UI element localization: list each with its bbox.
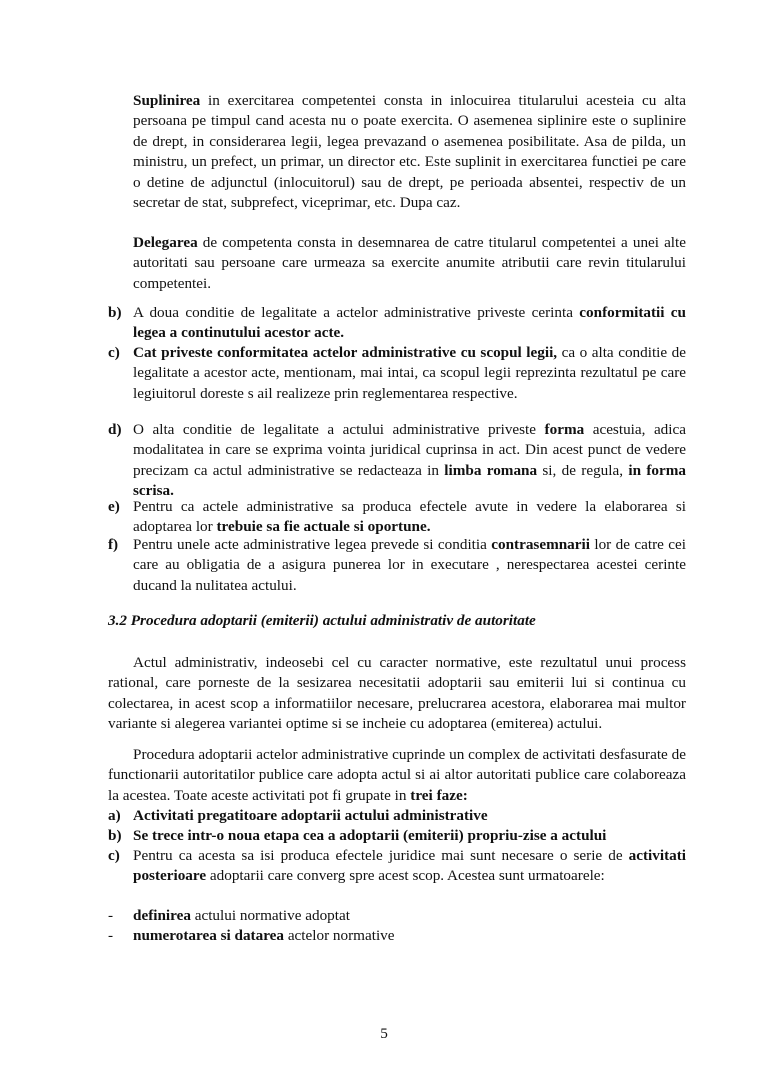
paragraph-text: in exercitarea competentei consta in inlocuirea titularului acesteia cu alta persoana pe timpul cand acesta nu o poate exercita. O asemenea siplinire este o suplinire de drept, in considerarea legii, legea prevazand o asemenea posibilitate. Asa de pilda, un ministru, un prefect, un primar, un director etc. Este suplinit in exercitarea functiei pe care o detine de adjunctul (inlocuitorul) sau de drept, pe perioada absentei, respectiv de un secretar de stat, subprefect, viceprimar, etc. Dupa caz.: [133, 92, 686, 212]
phase-item-c: c) Pentru ca acesta sa isi produca efectele juridice mai sunt necesare o serie de activitati posterioare adoptarii care converg spre acest scop. Acestea sunt urmatoarele:: [108, 847, 686, 885]
page-number: 5: [380, 1025, 388, 1042]
list-item-c: c) Cat priveste conformitatea actelor administrative cu scopul legii, ca o alta conditie de legalitate a acestor acte, mentionam, mai intai, ca scopul legii reprezinta rezultatul pe care legiuitorul doreste s ail realizeze prin reglementarea respective.: [108, 344, 686, 402]
list-item-e: e) Pentru ca actele administrative sa produca efectele avute in vedere la elaborarea si adoptarea lor trebuie sa fie actuale si oportune.: [108, 498, 686, 536]
list-label: f): [108, 536, 119, 553]
list-label: a): [108, 807, 121, 824]
dash-label: -: [108, 907, 114, 924]
list-label: b): [108, 827, 122, 844]
list-item-b: b) A doua conditie de legalitate a actelor administrative priveste cerinta conformitatii cu legea a continutului acestor acte.: [108, 304, 686, 342]
dash-label: -: [108, 927, 114, 944]
paragraph-actul: Actul administrativ, indeosebi cel cu caracter normative, este rezultatul unui process rational, care porneste de la sesizarea necesitatii adoptarii sau emiterii lui si continua cu colectarea, in acest scop a informatiilor necesare, prelucrarea acestora, elaborarea mai multor variante si alegerea variantei optime si se incheie cu adoptarea (emiterea) actului.: [108, 654, 686, 733]
term-delegarea: Delegarea: [133, 234, 198, 251]
list-item-d: d) O alta conditie de legalitate a actului administrative priveste forma acestuia, adica modalitatea in care se exprima vointa juridical cuprinsa in act. Din acest punct de vedere precizam ca actul administrative se redacteaza in limba romana si, de regula, in forma scrisa.: [108, 421, 686, 500]
paragraph-text: de competenta consta in desemnarea de catre titularul competentei a unei alte autoritati sau persoane care urmeaza sa exercite anumite atributii care revin titularului competentei.: [133, 234, 686, 292]
paragraph-procedura: Procedura adoptarii actelor administrative cuprinde un complex de activitati desfasurate de functionarii autoritatilor publice care adopta actul si ai altor autoritati publice care colaboreaza la acestea. Toate aceste activitati pot fi grupate in trei faze:: [108, 746, 686, 804]
list-label: e): [108, 498, 120, 515]
phase-item-a: a) Activitati pregatitoare adoptarii actului administrative: [108, 806, 686, 826]
list-label: b): [108, 304, 122, 321]
list-item-f: f) Pentru unele acte administrative legea prevede si conditia contrasemnarii lor de catre cei care au obligatia de a asigura punerea lor in executare , nerespectarea acestei cerinte ducand la nulitatea actului.: [108, 536, 686, 594]
term-suplinirea: Suplinirea: [133, 92, 201, 109]
paragraph-suplinirea: [133, 91, 686, 213]
section-heading: 3.2 Procedura adoptarii (emiterii) actului administrativ de autoritate: [108, 612, 536, 629]
dash-item-numerotarea: - numerotarea si datarea actelor normative: [108, 926, 686, 946]
list-label: c): [108, 847, 120, 864]
phase-item-b: b) Se trece intr-o noua etapa cea a adoptarii (emiterii) propriu-zise a actului: [108, 826, 686, 846]
paragraph-delegarea: [133, 233, 686, 294]
dash-item-definirea: - definirea actului normative adoptat: [108, 906, 686, 926]
list-label: d): [108, 421, 122, 438]
list-label: c): [108, 344, 120, 361]
